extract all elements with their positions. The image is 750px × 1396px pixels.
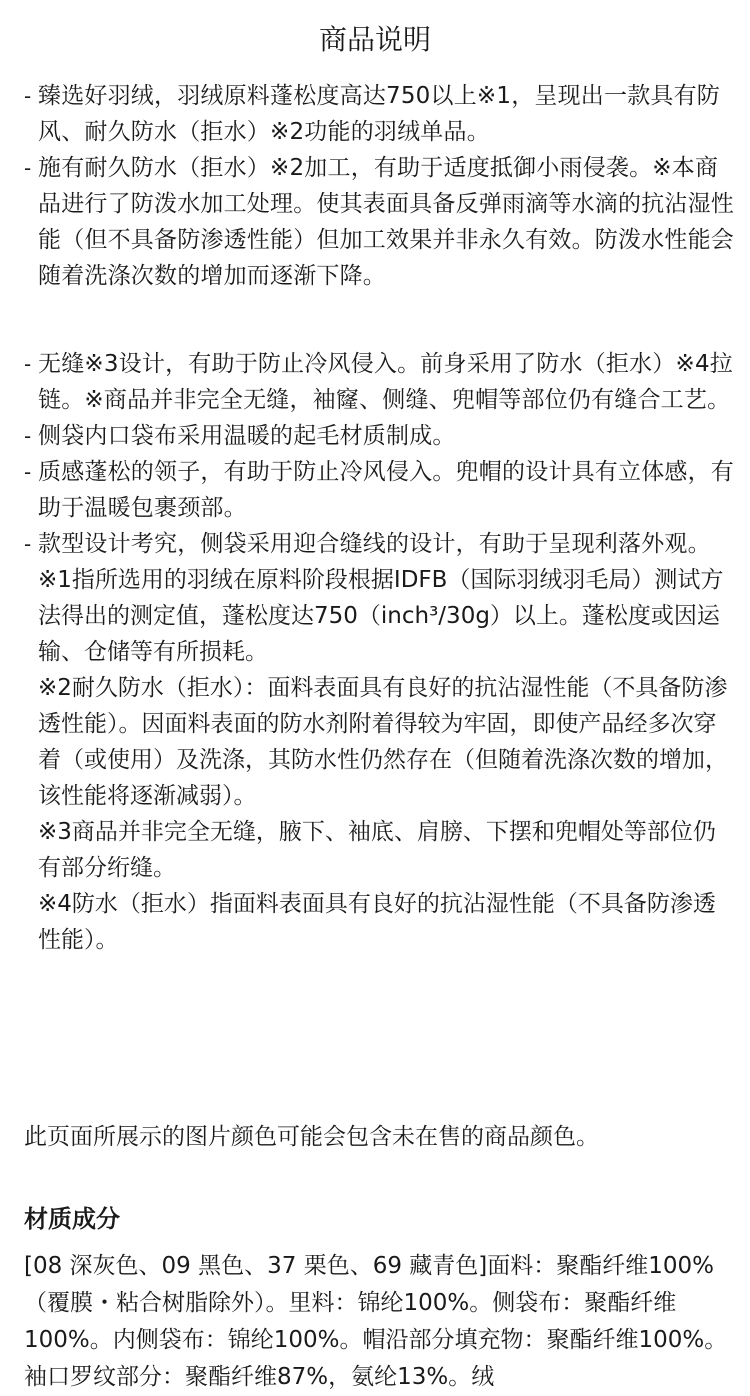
page-title: 商品说明 (318, 23, 431, 56)
description-bullet (24, 346, 734, 418)
footnote: ※4防水（拒水）指面料表面具有良好的抗沾湿性能（不具备防渗透性能）。 (38, 891, 716, 953)
bullet-dash: - (24, 532, 32, 556)
bullet-dash: - (24, 156, 32, 180)
bullet-dash: - (24, 424, 32, 448)
footnote: ※1指所选用的羽绒在原料阶段根据IDFB（国际羽绒羽毛局）测试方法得出的测定值，蓬松度达750（inch³/30g）以上。蓬松度或因运输、仓储等有所损耗。 (38, 567, 724, 665)
bullet-dash: - (24, 352, 32, 376)
description-bullet (24, 526, 734, 562)
bullet-text: 款型设计考究，侧袋采用迎合缝线的设计，有助于呈现利落外观。 (38, 531, 711, 557)
bullet-text: 无缝※3设计，有助于防止冷风侵入。前身采用了防水（拒水）※4拉链。※商品并非完全无缝，袖窿、侧缝、兜帽等部位仍有缝合工艺。 (38, 351, 734, 413)
description-bullet (24, 418, 734, 454)
color-disclaimer: 此页面所展示的图片颜色可能会包含未在售的商品颜色。 (24, 1124, 599, 1150)
bullet-dash: - (24, 84, 32, 108)
paragraph-spacer (24, 294, 734, 346)
footnote: ※3商品并非完全无缝，腋下、袖底、肩膀、下摆和兜帽处等部位仍有部分绗缝。 (38, 819, 716, 881)
description-bullet (24, 150, 734, 294)
bullet-text: 侧袋内口袋布采用温暖的起毛材质制成。 (38, 423, 456, 449)
bullet-dash: - (24, 460, 32, 484)
bullet-text: 施有耐久防水（拒水）※2加工，有助于适度抵御小雨侵袭。※本商品进行了防泼水加工处理。使其表面具备反弹雨滴等水滴的抗沾湿性能（但不具备防渗透性能）但加工效果并非永久有效。防泼水性能会随着洗涤次数的增加而逐渐下降。 (38, 155, 734, 289)
bullet-text: 臻选好羽绒，羽绒原料蓬松度高达750以上※1，呈现出一款具有防风、耐久防水（拒水）※2功能的羽绒单品。 (38, 83, 721, 145)
materials-heading: 材质成分 (24, 1205, 120, 1233)
description-bullet (24, 454, 734, 526)
footnote: ※2耐久防水（拒水）：面料表面具有良好的抗沾湿性能（不具备防渗透性能）。因面料表面的防水剂附着得较为牢固，即使产品经多次穿着（或使用）及洗涤，其防水性仍然存在（但随着洗涤次数的增加，该性能将逐渐减弱）。 (38, 675, 728, 809)
materials-text: [08 深灰色、09 黑色、37 栗色、69 藏青色]面料：聚酯纤维100%（覆膜・粘合树脂除外）。里料：锦纶100%。侧袋布：聚酯纤维100%。内侧袋布：锦纶100%。帽沿部分填充物：聚酯纤维100%。袖口罗纹部分：聚酯纤维87%，氨纶13%。绒 (24, 1253, 728, 1390)
description-bullet (24, 78, 734, 150)
product-description (24, 78, 734, 958)
bullet-text: 质感蓬松的领子，有助于防止冷风侵入。兜帽的设计具有立体感，有助于温暖包裹颈部。 (38, 459, 734, 521)
